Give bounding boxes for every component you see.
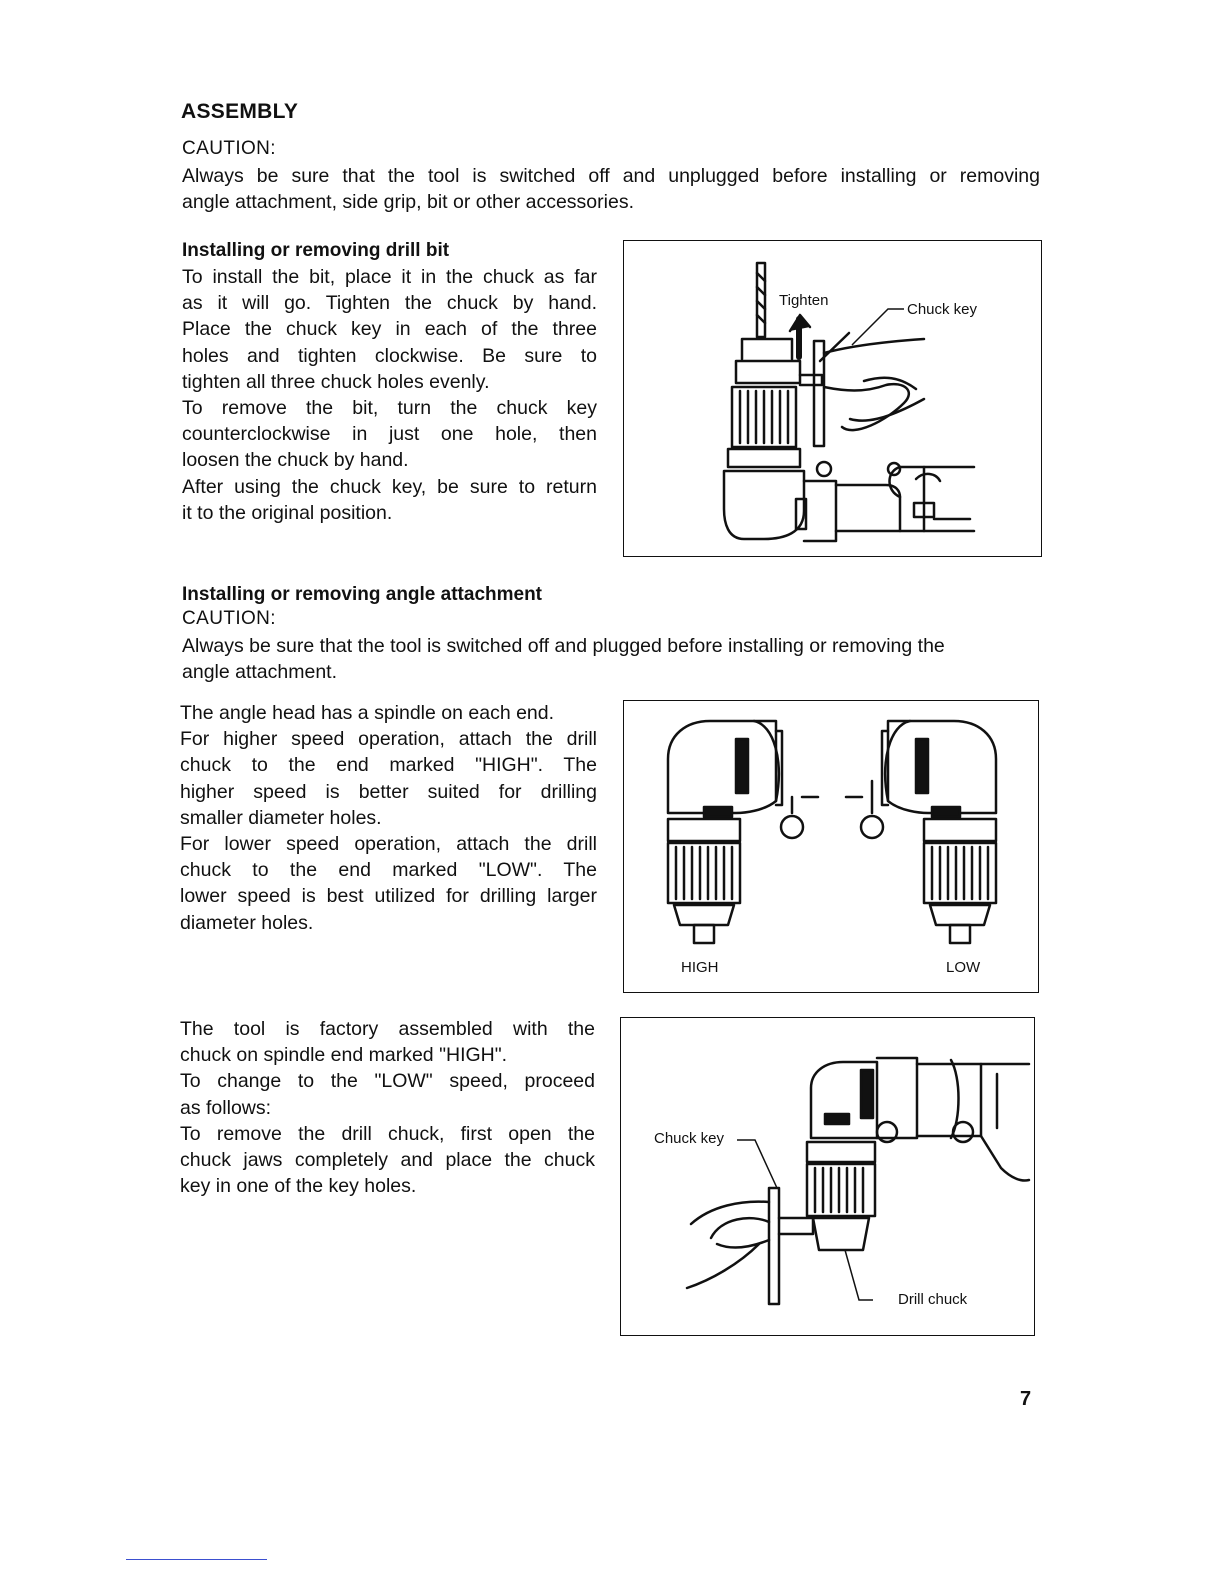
chuck-removal-figure	[620, 1017, 1035, 1336]
text-line: After using the chuck key, be sure to return	[182, 475, 597, 498]
chuck-key-label: Chuck key	[907, 301, 978, 318]
caution-line: Always be sure that the tool is switched off and unplugged before installing or removing	[182, 165, 1040, 187]
text-line: higher speed is better suited for drilling	[180, 780, 597, 803]
text-line: holes and tighten clockwise. Be sure to	[182, 344, 597, 367]
text-line: chuck to the end marked "LOW". The	[180, 859, 597, 882]
text-line: To change to the "LOW" speed, proceed	[180, 1070, 595, 1093]
caution-line: angle attachment.	[182, 661, 338, 684]
text-line: The angle head has a spindle on each end.	[180, 702, 555, 724]
drill-bit-text	[182, 264, 597, 526]
text-line: tighten all three chuck holes evenly.	[182, 370, 490, 393]
chuck-removal-leaders	[621, 1018, 1036, 1337]
text-line: chuck to the end marked "HIGH". The	[180, 754, 597, 777]
text-line: chuck on spindle end marked "HIGH".	[180, 1044, 508, 1067]
text-line: Place the chuck key in each of the three	[182, 318, 597, 341]
text-line: diameter holes.	[180, 911, 314, 934]
caution-line: Always be sure that the tool is switched off and plugged before installing or removing the	[182, 635, 945, 657]
text-line: lower speed is best utilized for drilling larger	[180, 885, 597, 908]
text-line: chuck jaws completely and place the chuck	[180, 1149, 595, 1172]
page-number: 7	[1020, 1388, 1032, 1410]
chuck-key-leader	[624, 241, 1043, 558]
angle-caution-text	[182, 633, 1042, 685]
angle-caution-label: CAUTION:	[182, 608, 276, 629]
text-line: To remove the bit, turn the chuck key	[182, 397, 597, 420]
text-line: key in one of the key holes.	[180, 1175, 417, 1198]
text-line: loosen the chuck by hand.	[182, 449, 409, 472]
high-label: HIGH	[681, 959, 719, 976]
text-line: smaller diameter holes.	[180, 806, 382, 829]
tighten-label: Tighten	[779, 292, 829, 309]
text-line: as follows:	[180, 1096, 272, 1119]
caution-text	[182, 163, 1040, 215]
text-line: For lower speed operation, attach the drill	[180, 833, 597, 856]
text-line: To remove the drill chuck, first open the	[180, 1122, 595, 1145]
text-line: The tool is factory assembled with the	[180, 1018, 595, 1040]
caution-label: CAUTION:	[182, 138, 276, 159]
angle-head-high-illustration	[624, 701, 1040, 994]
chuck-key-label: Chuck key	[654, 1130, 725, 1147]
text-line: For higher speed operation, attach the drill	[180, 728, 597, 751]
drill-bit-heading: Installing or removing drill bit	[182, 240, 450, 261]
text-line: as it will go. Tighten the chuck by hand.	[182, 292, 597, 315]
drill-chuck-label: Drill chuck	[898, 1291, 968, 1308]
text-line: counterclockwise in just one hole, then	[182, 423, 597, 446]
footer-rule	[126, 1559, 267, 1560]
low-label: LOW	[946, 959, 981, 976]
caution-line: angle attachment, side grip, bit or other accessories.	[182, 191, 634, 214]
text-line: it to the original position.	[182, 501, 393, 524]
factory-text	[180, 1016, 595, 1199]
drill-bit-figure	[623, 240, 1042, 557]
angle-attachment-heading: Installing or removing angle attachment	[182, 584, 543, 605]
speed-text	[180, 700, 597, 936]
angle-head-figure	[623, 700, 1039, 993]
text-line: To install the bit, place it in the chuck as far	[182, 266, 597, 288]
section-title: ASSEMBLY	[181, 100, 299, 123]
